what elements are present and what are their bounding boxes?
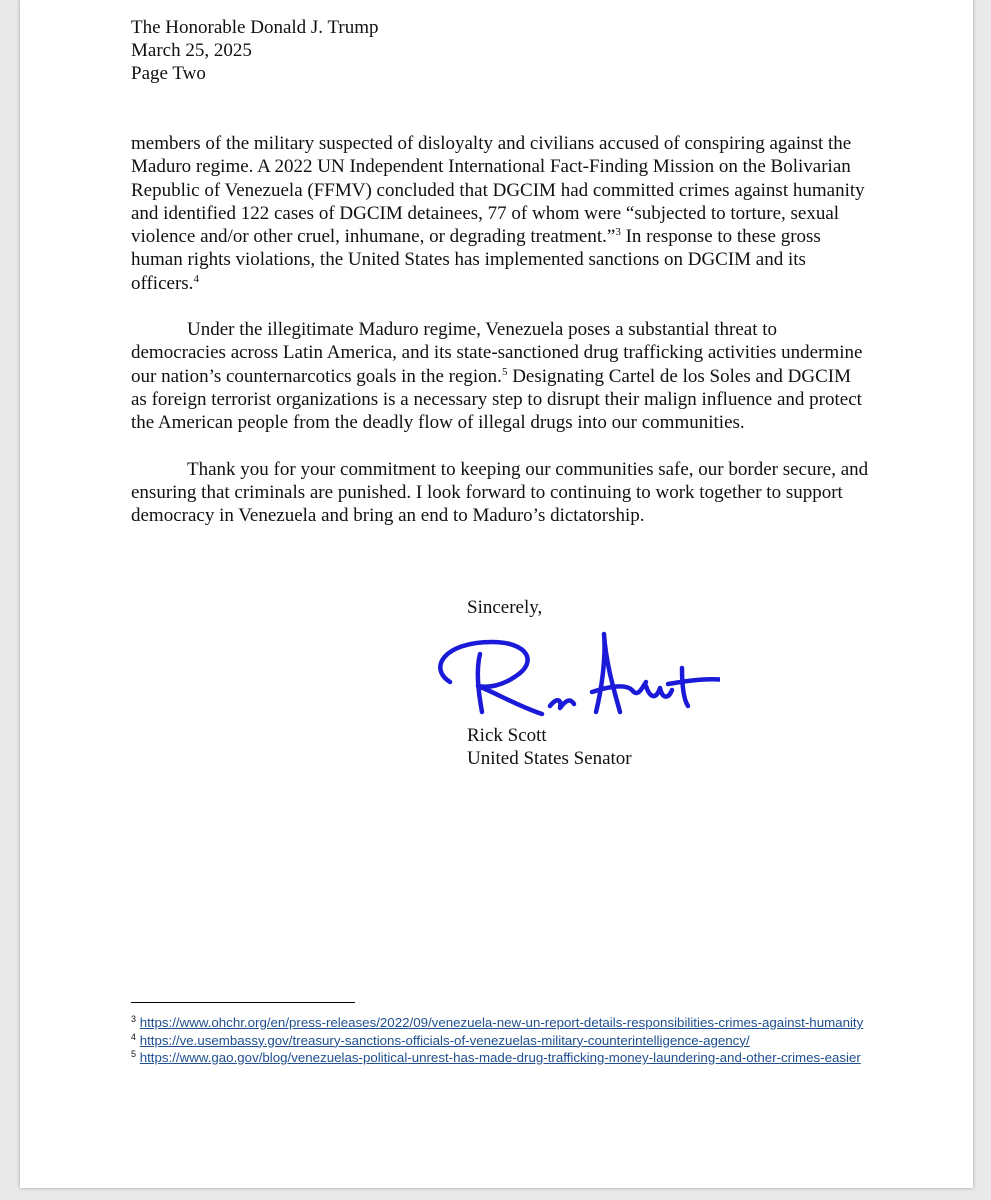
footnote-divider bbox=[131, 1002, 355, 1003]
paragraph-2-text-a: Under the illegitimate Maduro regime, Venezuela poses a substantial threat to democracies across Latin America, and its state-sanctioned drug trafficking activities undermine our nation’s counternarcotics goals in the region. bbox=[131, 319, 863, 387]
footnote-ref-4: 4 bbox=[193, 272, 199, 285]
handwritten-signature bbox=[420, 628, 720, 724]
paragraph-2 bbox=[131, 318, 871, 434]
footnote-link-gao[interactable]: https://www.gao.gov/blog/venezuelas-political-unrest-has-made-drug-trafficking-money-laundering-and-other-crimes-easier bbox=[139, 1050, 861, 1065]
paragraph-2-text-b: Designating Cartel de los Soles and DGCIM as foreign terrorist organizations is a necessary step to disrupt their malign influence and protect the American people from the deadly flow of illegal drugs into our communities. bbox=[131, 365, 862, 434]
closing: Sincerely, bbox=[467, 597, 543, 618]
signer-title: United States Senator bbox=[467, 748, 632, 769]
letter-body bbox=[131, 132, 871, 550]
footnote-link-usembassy[interactable]: https://ve.usembassy.gov/treasury-sanctions-officials-of-venezuelas-military-counterintelligence-agency/ bbox=[139, 1032, 750, 1048]
page-label: Page Two bbox=[131, 63, 206, 84]
recipient-line: The Honorable Donald J. Trump bbox=[131, 17, 379, 38]
paragraph-3 bbox=[131, 458, 871, 528]
letter-heading bbox=[131, 16, 379, 85]
footnote-5 bbox=[131, 1049, 871, 1067]
footnote-3 bbox=[131, 1014, 871, 1032]
footnote-4 bbox=[131, 1032, 871, 1050]
footnote-number: 3 bbox=[131, 1014, 137, 1024]
paragraph-1-text-b: In response to these gross human rights violations, the United States has implemented sanctions on DGCIM and its officers. bbox=[131, 226, 821, 294]
date-line: March 25, 2025 bbox=[131, 40, 252, 61]
footnotes bbox=[131, 1014, 871, 1067]
footnote-number: 5 bbox=[131, 1049, 137, 1059]
paragraph-3-text: Thank you for your commitment to keeping our communities safe, our border secure, and ensuring that criminals are punished. I look forward to continuing to work together to support democracy in Venezuela and bring an end to Maduro’s dictatorship. bbox=[131, 458, 869, 527]
footnote-link-ohchr[interactable]: https://www.ohchr.org/en/press-releases/2022/09/venezuela-new-un-report-details-responsibilities-crimes-against-humanity bbox=[139, 1015, 864, 1030]
paragraph-1-text-a: members of the military suspected of disloyalty and civilians accused of conspiring against the Maduro regime. A 2022 UN Independent International Fact-Finding Mission on the Bolivarian Republic of Venezuela (FFMV) concluded that DGCIM had committed crimes against humanity and identified 122 cases of DGCIM detainees, 77 of whom were “subjected to torture, sexual violence and/or other cruel, inhumane, or degrading treatment.” bbox=[131, 133, 865, 248]
footnote-ref-5: 5 bbox=[501, 365, 508, 378]
signer-name: Rick Scott bbox=[467, 725, 547, 746]
footnote-ref-3: 3 bbox=[615, 226, 621, 239]
footnote-number: 4 bbox=[131, 1031, 137, 1042]
paragraph-1 bbox=[131, 132, 871, 295]
letter-page bbox=[20, 0, 973, 1188]
signature-block bbox=[467, 724, 632, 770]
